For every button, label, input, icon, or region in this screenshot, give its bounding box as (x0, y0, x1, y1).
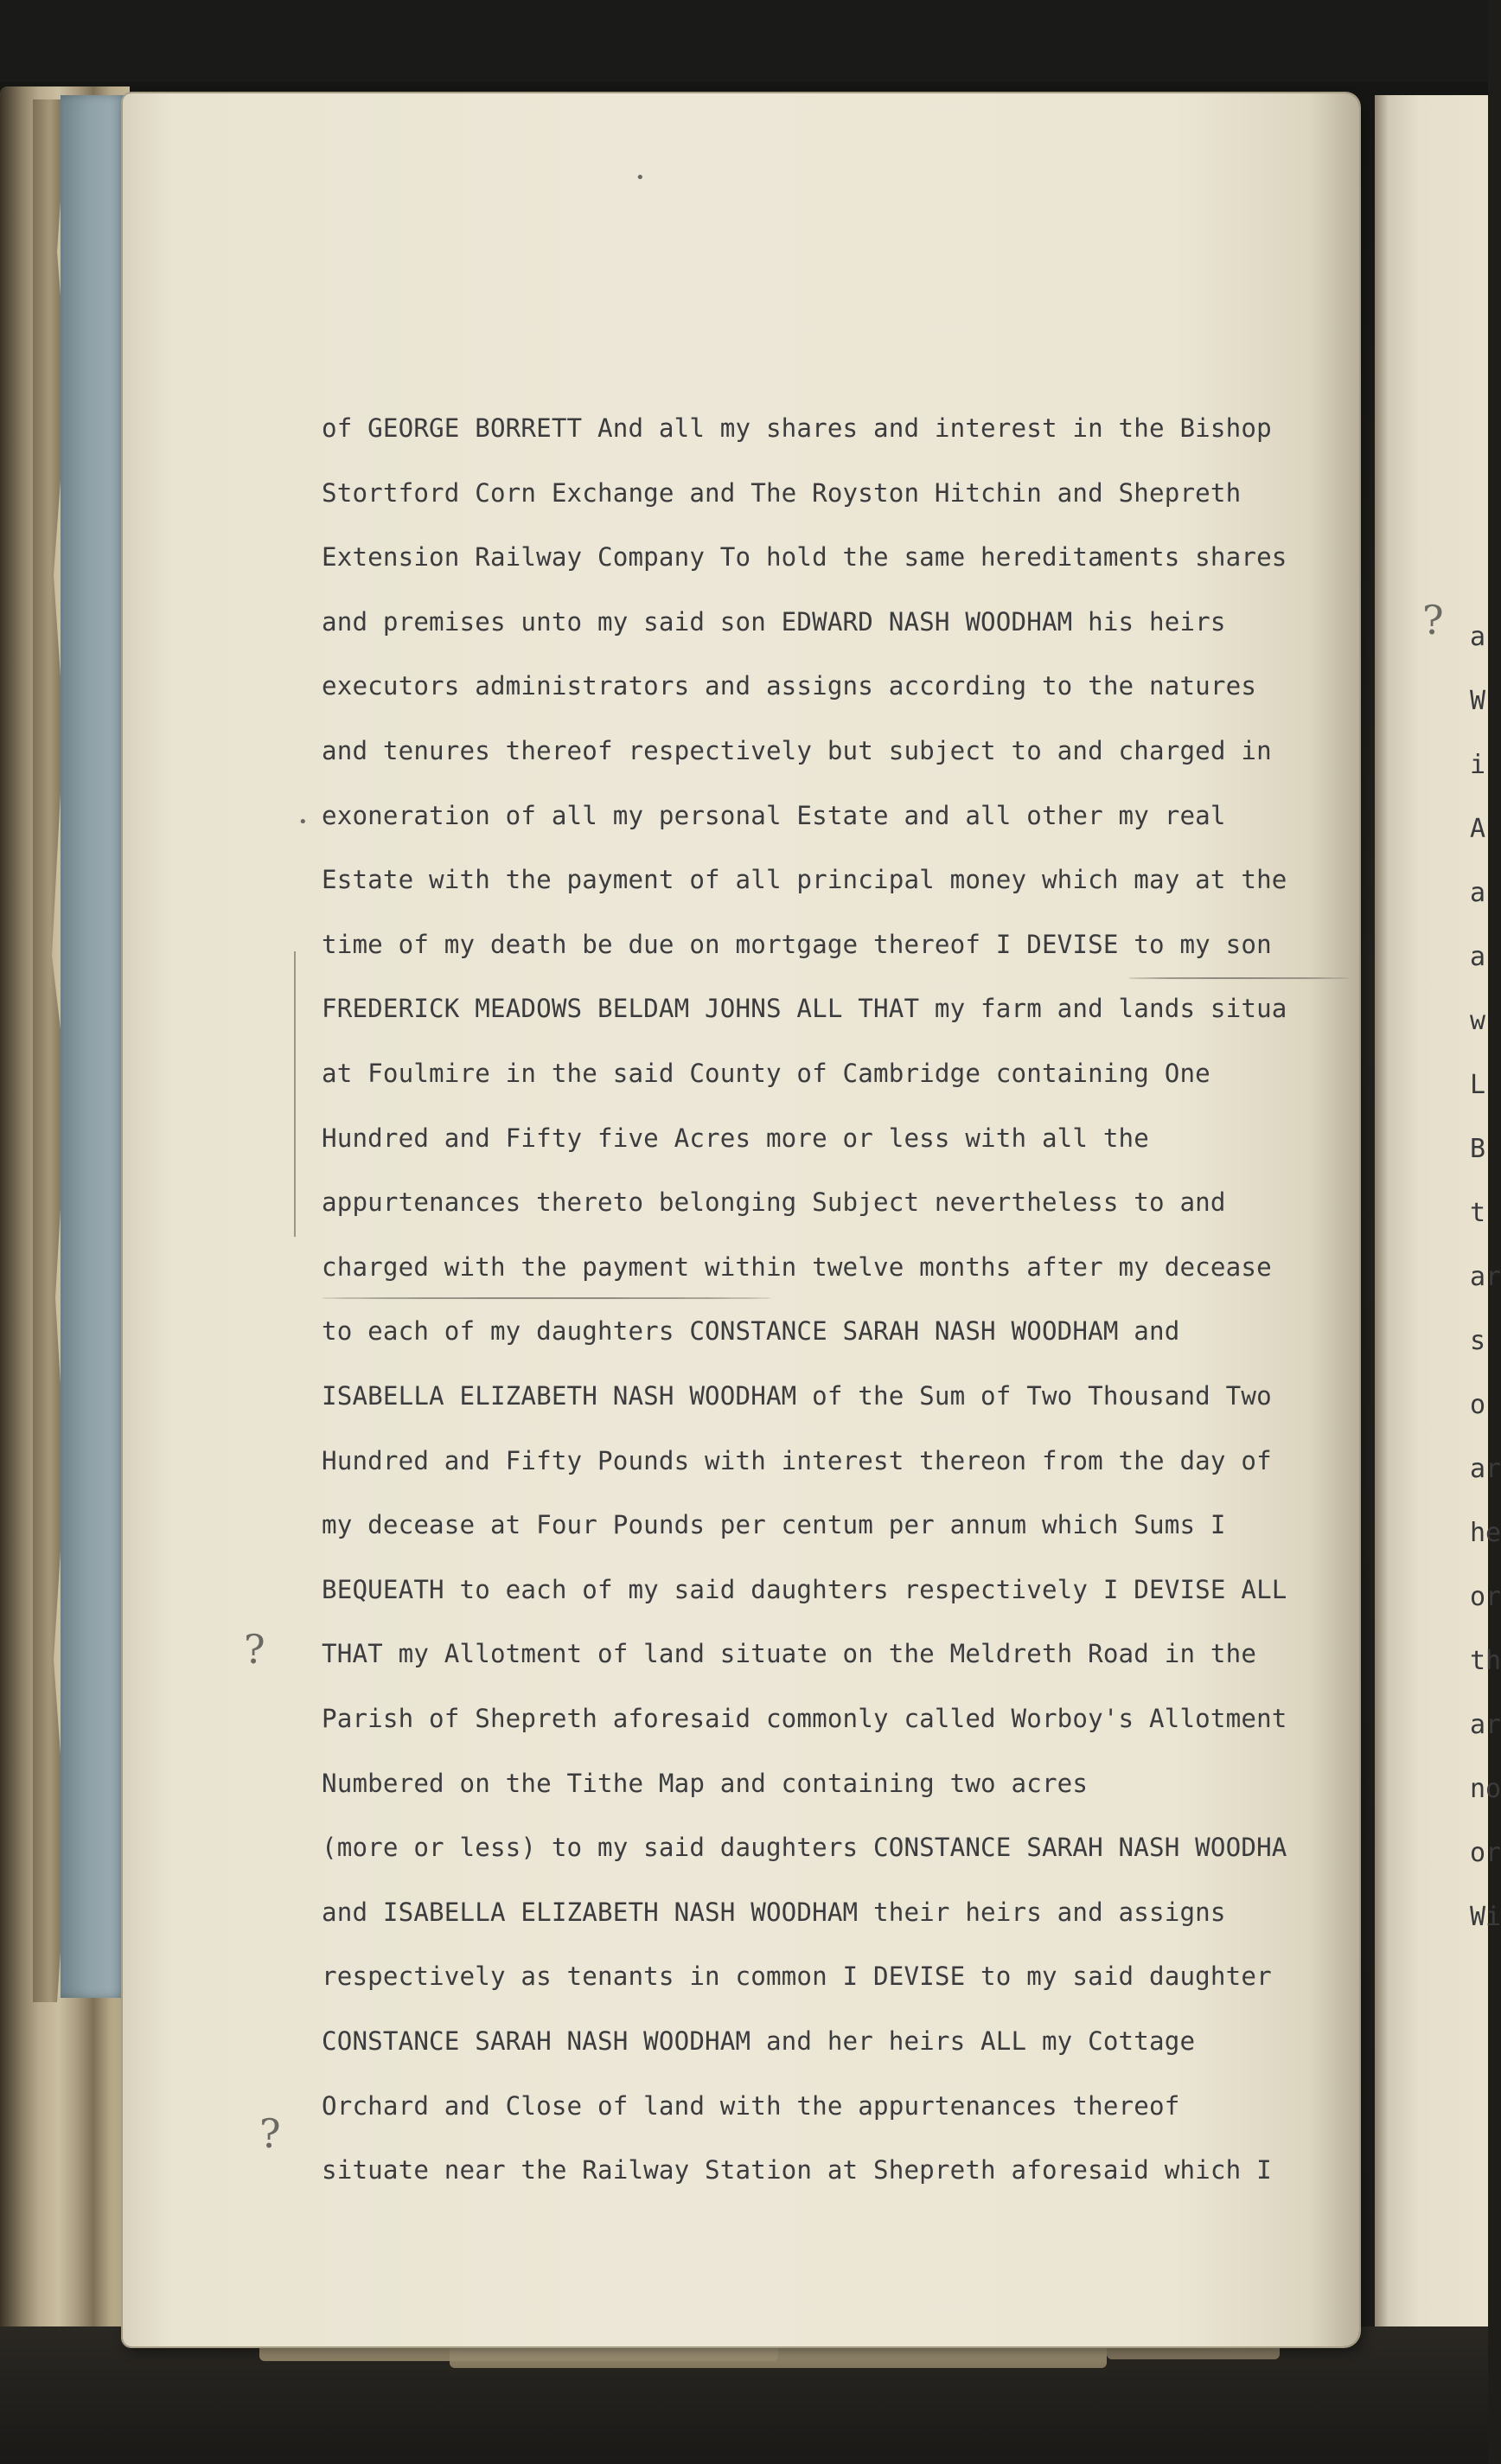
document-line: BEQUEATH to each of my said daughters respectively I DEVISE ALL (322, 1574, 1287, 1604)
right-page-fragment: o (1470, 1390, 1486, 1420)
right-page-fragment: B (1470, 1134, 1486, 1164)
pencil-underline (1128, 977, 1349, 979)
right-page-fragment: ar (1470, 1262, 1501, 1292)
right-page-fragment: a (1470, 878, 1486, 908)
document-line: Stortford Corn Exchange and The Royston Hitchin and Shepreth (322, 477, 1242, 508)
document-line: respectively as tenants in common I DEVISE to my said daughter (322, 1962, 1272, 1992)
right-page-fragment: A (1470, 814, 1486, 844)
right-page-fragment: ar (1470, 1710, 1501, 1740)
ink-dot: • (298, 813, 308, 831)
document-line: (more or less) to my said daughters CONSTANCE SARAH NASH WOODHA (322, 1833, 1287, 1863)
right-page-fragment: w (1470, 1006, 1486, 1036)
document-line: situate near the Railway Station at Shepreth aforesaid which I (322, 2155, 1272, 2186)
right-page-fragment: L (1470, 1070, 1486, 1100)
document-line: and ISABELLA ELIZABETH NASH WOODHAM their heirs and assigns (322, 1897, 1226, 1927)
right-page-fragment: no (1470, 1774, 1501, 1804)
document-line: Parish of Shepreth aforesaid commonly called Worboy's Allotment (322, 1704, 1287, 1733)
document-line: executors administrators and assigns according to the natures (322, 671, 1257, 701)
right-page-fragment: or (1470, 1582, 1501, 1612)
document-line: Orchard and Close of land with the appurtenances thereof (322, 2090, 1180, 2121)
document-line: charged with the payment within twelve months after my decease (322, 1251, 1272, 1282)
pencil-underline (322, 1297, 771, 1299)
document-line: at Foulmire in the said County of Cambridge containing One (322, 1059, 1210, 1088)
pencil-question-mark: ? (259, 2110, 281, 2157)
document-line: Estate with the payment of all principal money which may at the (322, 865, 1287, 895)
document-line: exoneration of all my personal Estate and all other my real (322, 800, 1226, 830)
book-binding-top (0, 0, 1488, 82)
right-page-fragment: W (1470, 686, 1486, 716)
right-page-fragment: s (1470, 1326, 1486, 1356)
document-line: of GEORGE BORRETT And all my shares and interest in the Bishop (322, 413, 1272, 443)
right-page-fragment: t (1470, 1198, 1486, 1228)
document-line: Extension Railway Company To hold the same hereditaments shares (322, 542, 1287, 573)
document-line: CONSTANCE SARAH NASH WOODHAM and her heirs ALL my Cottage (322, 2026, 1196, 2056)
right-page-fragment: he (1470, 1518, 1501, 1548)
right-page-fragment: i (1470, 750, 1486, 780)
right-page-fragment: ar (1470, 1454, 1501, 1484)
document-line: Numbered on the Tithe Map and containing two acres (322, 1768, 1089, 1798)
document-line: and premises unto my said son EDWARD NASH WOODHAM his heirs (322, 606, 1226, 637)
document-line: my decease at Four Pounds per centum per annum which Sums I (322, 1510, 1226, 1540)
document-line: to each of my daughters CONSTANCE SARAH NASH WOODHAM and (322, 1316, 1180, 1347)
pencil-question-mark: ? (244, 1626, 265, 1673)
document-line: ISABELLA ELIZABETH NASH WOODHAM of the Sum of Two Thousand Two (322, 1381, 1272, 1411)
bottom-page-edges (0, 2326, 1488, 2464)
right-page-fragment: th (1470, 1646, 1501, 1676)
document-line: THAT my Allotment of land situate on the Meldreth Road in the (322, 1639, 1257, 1669)
pencil-question-mark: ? (1422, 597, 1444, 643)
right-page-fragment: a (1470, 942, 1486, 972)
ink-dot: • (636, 169, 645, 187)
document-line: time of my death be due on mortgage thereof I DEVISE to my son (322, 929, 1272, 959)
pencil-margin-bracket (294, 951, 296, 1237)
right-page-fragment: or (1470, 1838, 1501, 1868)
document-line: Hundred and Fifty Pounds with interest thereon from the day of (322, 1445, 1272, 1475)
blue-interleaf-sheet (61, 95, 130, 1998)
document-line: Hundred and Fifty five Acres more or less with all the (322, 1123, 1150, 1153)
right-page-fragment: Wi (1470, 1902, 1501, 1932)
document-line: appurtenances thereto belonging Subject nevertheless to and (322, 1187, 1226, 1218)
document-line: and tenures thereof respectively but subject to and charged in (322, 736, 1272, 765)
document-line: FREDERICK MEADOWS BELDAM JOHNS ALL THAT my farm and lands situa (322, 994, 1287, 1024)
right-page-fragment: a (1470, 622, 1486, 652)
